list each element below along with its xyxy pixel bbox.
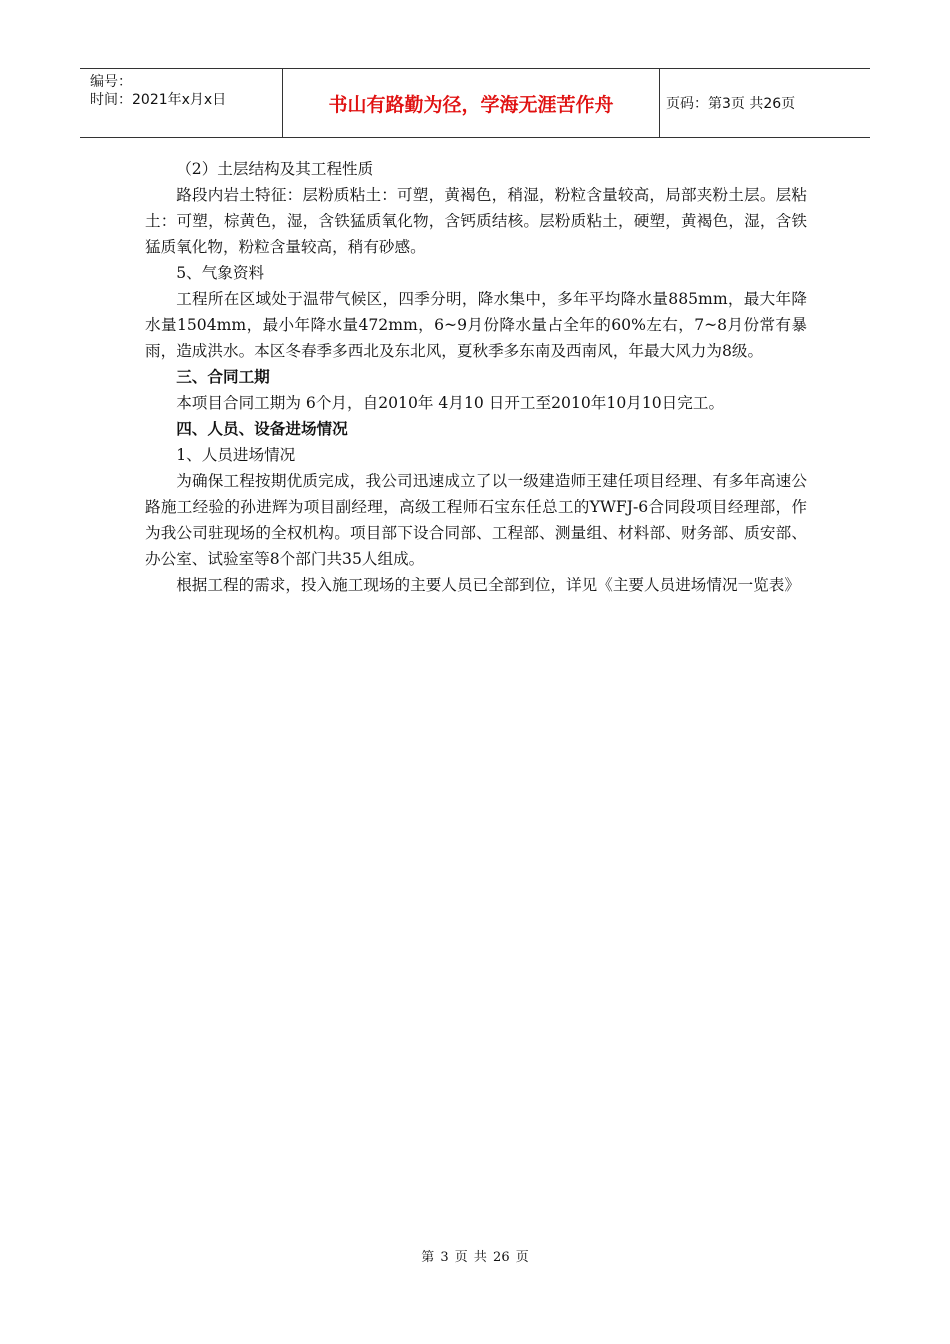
document-body [145,156,807,598]
section-heading: 三、合同工期 [176,368,270,386]
header-page-info [660,69,870,137]
date-line: 时间：2021年x月x日 [90,92,227,108]
page-info-text: 页码：第3页 共26页 [666,96,796,112]
body-paragraph: 路段内岩土特征：层粉质粘土：可塑，黄褐色，稍湿，粉粒含量较高，局部夹粉土层。层粘土：可塑，棕黄色，湿，含铁猛质氧化物，含钙质结核。层粉质粘土，硬塑，黄褐色，湿，含铁猛质氧化物，粉粒含量较高，稍有砂感。 [145,186,807,256]
doc-number-label: 编号： [90,74,132,90]
header-motto-cell [282,69,660,137]
body-paragraph: 本项目合同工期为 6个月，自2010年 4月10 日开工至2010年10月10日完工。 [176,394,725,412]
body-paragraph: （2）土层结构及其工程性质 [176,160,374,178]
body-paragraph: 5、气象资料 [176,264,265,282]
body-paragraph: 为确保工程按期优质完成，我公司迅速成立了以一级建造师王建任项目经理、有多年高速公路施工经验的孙进辉为项目副经理，高级工程师石宝东任总工的YWFJ-6合同段项目经理部，作为我公司驻现场的全权机构。项目部下设合同部、工程部、测量组、材料部、财务部、质安部、办公室、试验室等8个部门共35人组成。 [145,472,807,568]
body-paragraph: 根据工程的需求，投入施工现场的主要人员已全部到位，详见《主要人员进场情况一览表》 [176,576,800,594]
section-heading: 四、人员、设备进场情况 [176,420,348,438]
body-paragraph: 1、人员进场情况 [176,446,296,464]
motto-text: 书山有路勤为径，学海无涯苦作舟 [328,93,614,116]
body-paragraph: 工程所在区域处于温带气候区，四季分明，降水集中，多年平均降水量885mm，最大年降水量1504mm，最小年降水量472mm，6~9月份降水量占全年的60%左右，7~8月份常有暴雨，造成洪水。本区冬春季多西北及东北风，夏秋季多东南及西南风，年最大风力为8级。 [145,290,807,360]
document-header [80,68,870,138]
page-footer: 第 3 页 共 26 页 [421,1250,529,1265]
header-meta [80,69,282,137]
